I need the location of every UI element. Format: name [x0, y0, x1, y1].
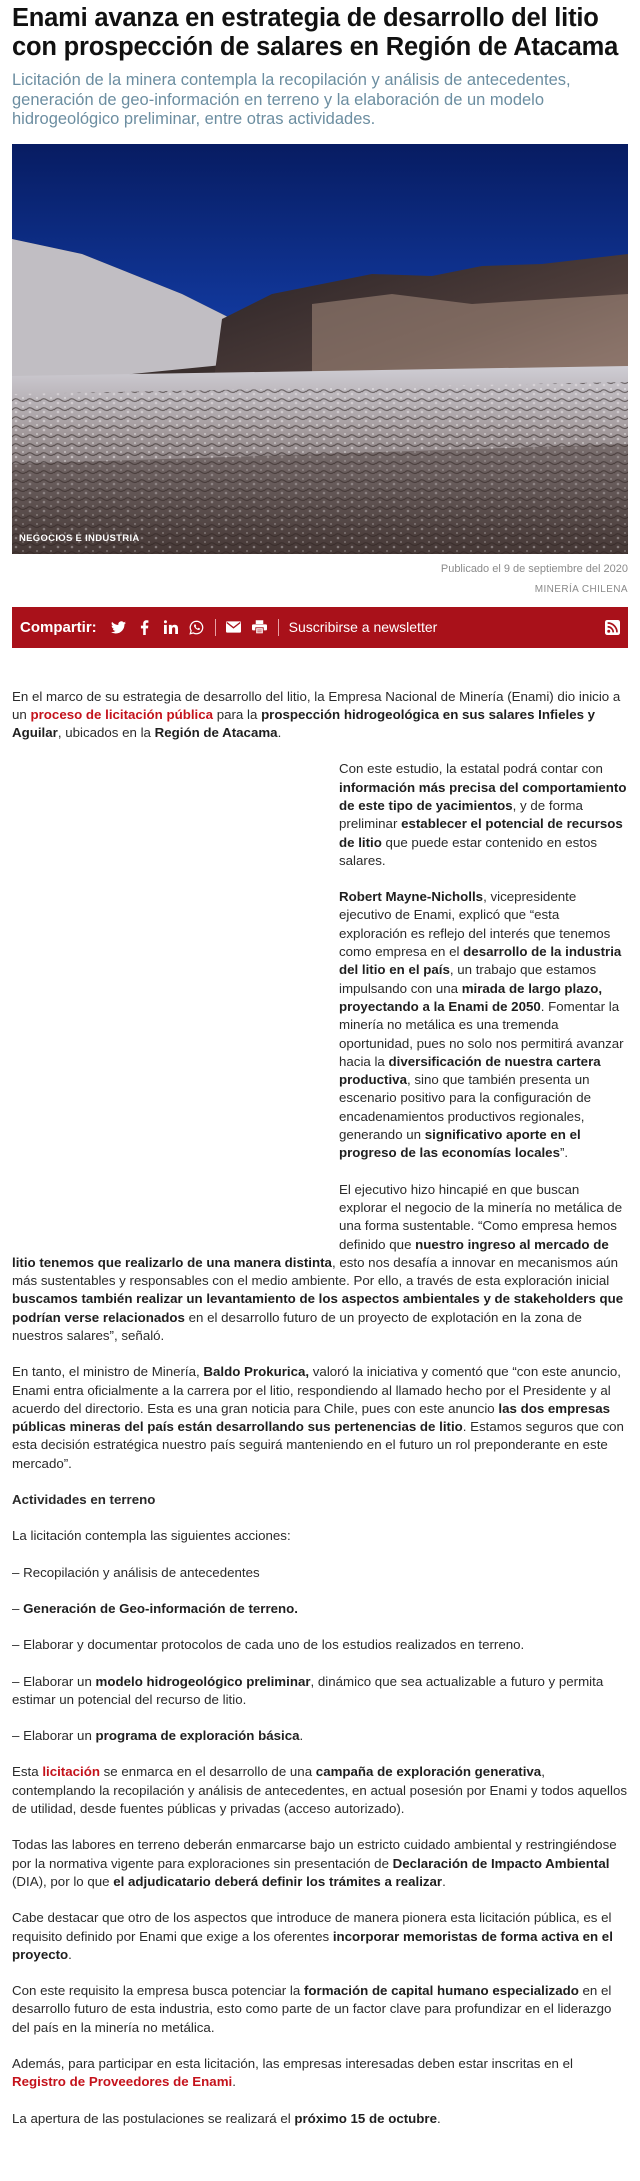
list-item: – Recopilación y análisis de antecedentes	[12, 1564, 260, 1580]
licitacion-link-2[interactable]: licitación	[42, 1764, 100, 1780]
section-heading-actividades: Actividades en terreno	[12, 1492, 156, 1508]
hero-image	[12, 144, 628, 554]
newsletter-link[interactable]: Suscribirse a newsletter	[288, 619, 438, 635]
twitter-icon[interactable]	[111, 619, 127, 635]
paragraph-intro: En el marco de su estrategia de desarrollo del litio, la Empresa Nacional de Minería (Enami) dio inicio a un proceso de licitación pública para la prospección hidrogeológica en sus salares Infieles y Aguilar, ubicados en la Región de Atacama.	[12, 688, 621, 741]
paragraph-memoristas: Cabe destacar que otro de los aspectos que introduce de manera pionera esta licitación pública, es el requisito definido por Enami que exige a los oferentes incorporar memoristas de forma activa en el proyecto.	[12, 1910, 613, 1962]
paragraph-capital-humano: Con este requisito la empresa busca potenciar la formación de capital humano especializado en el desarrollo futuro de esta industria, esto como parte de un factor clave para profundizar en el liderazgo del país en la minería no metálica.	[12, 1983, 612, 2035]
paragraph-minister: En tanto, el ministro de Minería, Baldo Prokurica, valoró la iniciativa y comentó que “con este anuncio, Enami entra oficialmente a la carrera por el litio, respondiendo al llamado hecho por el Presidente y al acuerdo del directorio. Esta es una gran noticia para Chile, pues con este anuncio las dos empresas públicas mineras del país están desarrollando sus pertenencias de litio. Estamos seguros que con esta decisión estratégica nuestro país seguirá manteniendo en el futuro un rol preponderante en este mercado”.	[12, 1364, 624, 1471]
list-item: – Elaborar un programa de exploración básica.	[12, 1728, 304, 1744]
share-icons	[111, 619, 205, 635]
email-icon[interactable]	[226, 619, 242, 635]
share-separator	[215, 619, 216, 636]
linkedin-icon[interactable]	[163, 619, 179, 635]
whatsapp-icon[interactable]	[189, 619, 205, 635]
salar-landscape-image	[12, 144, 628, 554]
paragraph-actions-intro: La licitación contempla las siguientes acciones:	[12, 1528, 291, 1544]
image-category-tag[interactable]: NEGOCIOS E INDUSTRIA	[19, 532, 140, 544]
list-item: – Generación de Geo-información de terreno.	[12, 1600, 298, 1616]
paragraph-quote-vp: Robert Mayne-Nicholls, vicepresidente ejecutivo de Enami, explicó que “esta exploración es reflejo del interés que tenemos como empresa en el desarrollo de la industria del litio en el país, un trabajo que estamos impulsando con una mirada de largo plazo, proyectando a la Enami de 2050. Fomentar la minería no metálica es una tremenda oportunidad, pues no solo nos permitirá avanzar hacia la diversificación de nuestra cartera productiva, sino que también presenta un escenario positivo para la configuración de encadenamientos productivos regionales, generando un significativo aporte en el progreso de las economías locales”.	[339, 889, 624, 1161]
article-source: MINERÍA CHILENA	[534, 583, 628, 595]
paragraph-environment: Todas las labores en terreno deberán enmarcarse bajo un estricto cuidado ambiental y restringiéndose por la normativa vigente para exploraciones sin presentación de Declaración de Impacto Ambiental (DIA), por lo que el adjudicatario deberá definir los trámites a realizar.	[12, 1837, 617, 1889]
article-body	[12, 688, 628, 2128]
paragraph-study: Con este estudio, la estatal podrá contar con información más precisa del comportamiento de este tipo de yacimientos, y de forma preliminar establecer el potencial de recursos de litio que puede estar contenido en estos salares.	[339, 761, 627, 868]
ad-placeholder	[12, 760, 339, 1238]
utility-icons	[226, 619, 268, 635]
paragraph-sustainable: El ejecutivo hizo hincapié en que buscan explorar el negocio de la minería no metálica de una forma sustentable. “Como empresa hemos definido que nuestro ingreso al mercado de litio tenemos que realizarlo de una manera distinta, esto nos desafía a innovar en mecanismos aún más sustentables y responsables con el medio ambiente. Por ello, a través de esta exploración inicial buscamos también realizar un levantamiento de los aspectos ambientales y de stakeholders que podrían verse relacionados en el desarrollo futuro de un proyecto de explotación en la zona de nuestros salares”, señaló.	[12, 1181, 624, 1343]
publish-date: Publicado el 9 de septiembre del 2020	[440, 562, 628, 575]
paragraph-registro: Además, para participar en esta licitación, las empresas interesadas deben estar inscritas en el Registro de Proveedores de Enami.	[12, 2056, 573, 2090]
facebook-icon[interactable]	[137, 619, 153, 635]
article-title: Enami avanza en estrategia de desarrollo del litio con prospección de salares en Región de Atacama	[12, 4, 619, 61]
list-item: – Elaborar un modelo hidrogeológico preliminar, dinámico que sea actualizable a futuro y permita estimar un potencial del recurso de litio.	[12, 1673, 604, 1707]
paragraph-apertura: La apertura de las postulaciones se realizará el próximo 15 de octubre.	[12, 2110, 441, 2126]
registro-proveedores-link[interactable]: Registro de Proveedores de Enami	[12, 2074, 233, 2090]
article-lead: Licitación de la minera contempla la recopilación y análisis de antecedentes, generación de geo-información en terreno y la elaboración de un modelo hidrogeológico preliminar, entre otras actividades.	[12, 71, 571, 128]
licitacion-link[interactable]: proceso de licitación pública	[30, 706, 214, 722]
share-label: Compartir:	[20, 618, 97, 636]
share-bar	[12, 607, 628, 648]
newsletter-separator	[278, 619, 279, 636]
rss-icon[interactable]	[605, 620, 620, 635]
print-icon[interactable]	[252, 619, 268, 635]
paragraph-campaign: Esta licitación se enmarca en el desarrollo de una campaña de exploración generativa, contemplando la recopilación y análisis de antecedentes, en actual posesión por Enami y todos aquellos de utilidad, desde fuentes públicas y privadas (acceso autorizado).	[12, 1764, 628, 1817]
list-item: – Elaborar y documentar protocolos de cada uno de los estudios realizados en terreno.	[12, 1637, 525, 1653]
